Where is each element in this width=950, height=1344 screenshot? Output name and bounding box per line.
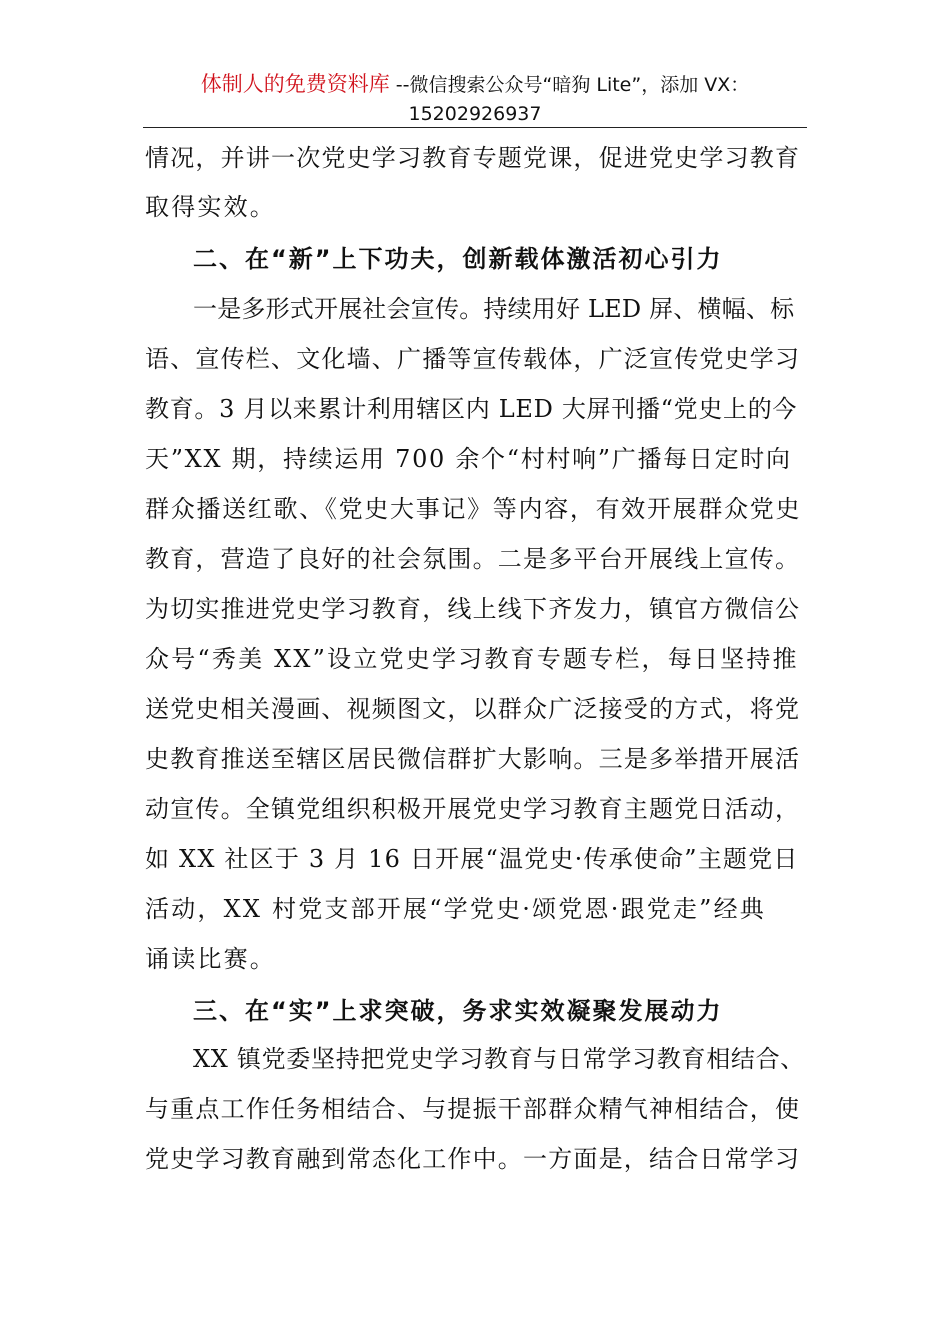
text-line: 情况，并讲一次党史学习教育专题党课，促进党史学习教育 — [145, 144, 801, 172]
text-line: 活动，XX 村党支部开展“学党史·颂党恩·跟党走”经典 — [145, 895, 766, 923]
text-line: 语、宣传栏、文化墙、广播等宣传载体，广泛宣传党史学习 — [145, 345, 801, 373]
header-line-1 — [145, 70, 805, 100]
text-line: 动宣传。全镇党组织积极开展党史学习教育主题党日活动， — [145, 795, 801, 823]
section-heading: 二、在“新”上下功夫，创新载体激活初心引力 — [193, 245, 723, 273]
section-heading: 三、在“实”上求突破，务求实效凝聚发展动力 — [193, 997, 723, 1025]
text-line: 党史学习教育融到常态化工作中。一方面是，结合日常学习 — [145, 1145, 801, 1173]
text-line: 教育，营造了良好的社会氛围。二是多平台开展线上宣传。 — [145, 545, 801, 573]
text-line: 教育。3 月以来累计利用辖区内 LED 大屏刊播“党史上的今 — [145, 395, 798, 423]
header-divider — [143, 127, 807, 128]
text-line: 送党史相关漫画、视频图文，以群众广泛接受的方式，将党 — [145, 695, 801, 723]
text-line: 群众播送红歌、《党史大事记》等内容，有效开展群众党史 — [145, 495, 802, 523]
text-line: 天”XX 期，持续运用 700 余个“村村响”广播每日定时向 — [145, 445, 792, 473]
header-contact: --微信搜索公众号“暗狗 Lite”，添加 VX： — [395, 74, 750, 96]
text-line: 为切实推进党史学习教育，线上线下齐发力，镇官方微信公 — [145, 595, 801, 623]
text-line: 众号“秀美 XX”设立党史学习教育专题专栏，每日坚持推 — [145, 645, 799, 673]
text-line: 史教育推送至辖区居民微信群扩大影响。三是多举措开展活 — [145, 745, 801, 773]
text-line: 与重点工作任务相结合、与提振干部群众精气神相结合，使 — [145, 1095, 801, 1123]
text-line: 诵读比赛。 — [145, 945, 276, 973]
header-phone: 15202926937 — [408, 103, 542, 125]
text-line: 一是多形式开展社会宣传。持续用好 LED 屏、横幅、标 — [193, 295, 795, 323]
text-line: 取得实效。 — [145, 193, 276, 221]
page-header — [145, 70, 805, 129]
text-line: 如 XX 社区于 3 月 16 日开展“温党史·传承使命”主题党日 — [145, 845, 799, 873]
text-line: XX 镇党委坚持把党史学习教育与日常学习教育相结合、 — [193, 1045, 805, 1073]
brand-title: 体制人的免费资料库 — [200, 72, 390, 96]
